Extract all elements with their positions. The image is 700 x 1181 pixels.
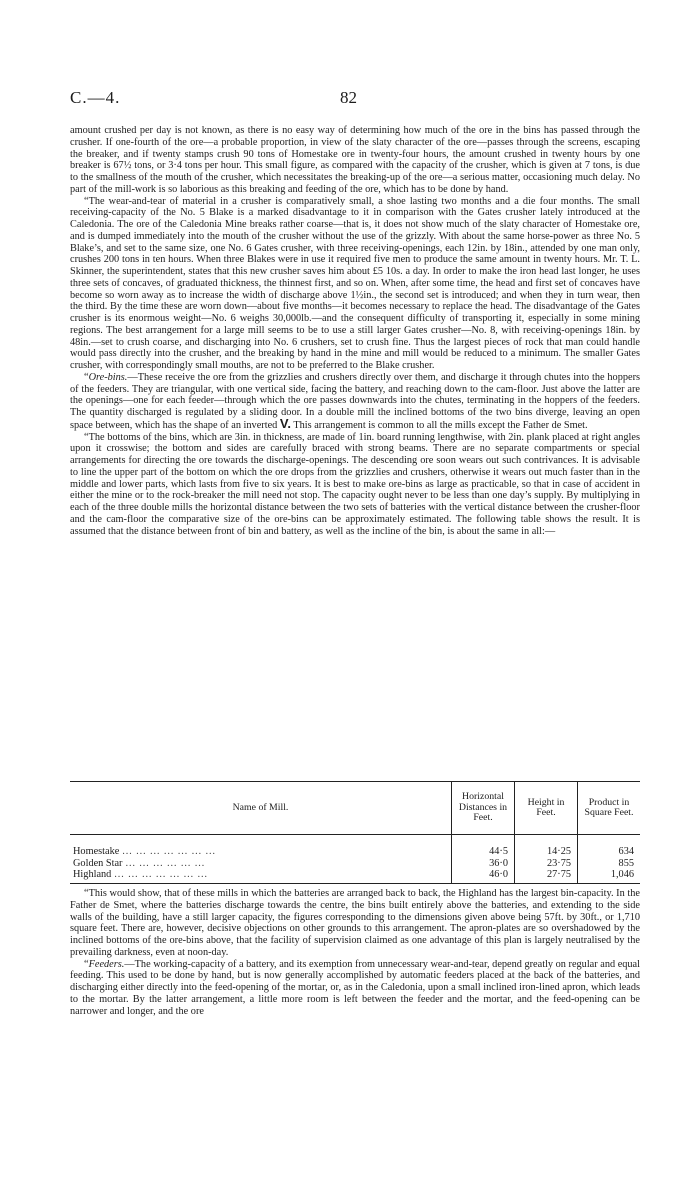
- horizontal-distance-cell: 44·5: [452, 846, 515, 858]
- mill-name: Golden Star: [73, 857, 123, 869]
- feeders-heading: Feeders.: [88, 958, 125, 970]
- height-cell: 14·25: [515, 846, 578, 858]
- table-row: [70, 869, 640, 883]
- product-cell: 634: [578, 846, 641, 858]
- body-text-upper: [70, 125, 640, 537]
- mill-table-container: [70, 781, 640, 884]
- table-spacer-row: [70, 835, 640, 847]
- leader-dots: … … … … … …: [125, 857, 206, 869]
- ore-bins-text: —These receive the ore from the grizzlies and crushers directly over them, and discharge it through chutes into the hoppers of the feeders. They are triangular, with one vertical side, facing the battery, and reaching down to the cam-floor. Just above the latter are the openings—one for each feeder—through which the ore passes downwards into the chutes, terminating in the hoppers of the feeders. The quantity discharged is regulated by a sliding door. In a double mill the inclined bottoms of the two bins diverge, leaving an open space between, which has the shape of an inverted: [70, 371, 640, 431]
- height-cell: 23·75: [515, 858, 578, 870]
- paragraph-ore-bins: “Ore-bins.—These receive the ore from the grizzlies and crushers directly over them, and discharge it through chutes into the hoppers of the feeders. They are triangular, with one vertical side, facing the battery, and reaching down to the cam-floor. Just above the latter are the openings—one for each feeder—through which the ore passes downwards into the chutes, terminating in the hoppers of the feeders. The quantity discharged is regulated by a sliding door. In a double mill the inclined bottoms of the two bins diverge, leaving an open space between, which has the shape of an inverted V. This arrangement is common to all the mills except the Father de Smet.: [70, 371, 640, 431]
- product-cell: 1,046: [578, 869, 641, 883]
- horizontal-distance-cell: 36·0: [452, 858, 515, 870]
- table-row: [70, 846, 640, 858]
- paragraph-feeders: “Feeders.—The working-capacity of a battery, and its exemption from unnecessary wear-and-tear, depend greatly on regular and equal feeding. This used to be done by hand, but is now generally accomplished by automatic feeders placed at the back of the batteries, and discharging either directly into the feed-opening of the mortar, or, as in the Caledonia, upon a small inclined iron-lined apron, which leads to the mortar. By the latter arrangement, a little more room is left between the feeder and the mortar, and the feed-opening can be narrower and longer, and the ore: [70, 958, 640, 1017]
- header-height: Height in Feet.: [515, 782, 578, 835]
- header-horizontal-distances: Horizontal Distances in Feet.: [452, 782, 515, 835]
- inverted-v-mark: V.: [279, 415, 291, 431]
- paragraph-crusher-capacity: amount crushed per day is not known, as there is no easy way of determining how much of the ore in the bins has passed through the crusher. If one-fourth of the ore—a probable proportion, in view of the slaty character of the ore—passes through the screens, escaping the breaker, and if twenty stamps crush 90 tons of Homestake ore in twenty-four hours, the amount crushed in twenty hours by one breaker is 67½ tons, or 3·4 tons per hour. This small figure, as compared with the capacity of the crusher, which is given at 7 tons, is due to the smallness of the mouth of the crusher, which necessitates the breaking-up of the ore—a serious matter, occasioning much delay. No part of the mill-work is so laborious as this breaking and feeding of the ore, which has to be done by hand.: [70, 125, 640, 195]
- height-cell: 27·75: [515, 869, 578, 883]
- leader-dots: … … … … … … …: [113, 869, 208, 880]
- mill-name: Homestake: [73, 846, 120, 857]
- mill-name: Highland: [73, 869, 112, 880]
- feeders-text: —The working-capacity of a battery, and its exemption from unnecessary wear-and-tear, depend greatly on regular and equal feeding. This used to be done by hand, but is now generally accomplished by automatic feeders placed at the back of the batteries, and discharging either directly into the feed-opening of the mortar, or, as in the Caledonia, upon a small inclined iron-lined apron, which leads to the mortar. By the latter arrangement, a little more room is left between the feeder and the mortar, and the feed-opening can be narrower and longer, and the ore: [70, 958, 640, 1017]
- ore-bins-text-end: This arrangement is common to all the mills except the Father de Smet.: [290, 419, 588, 431]
- header-name-of-mill: Name of Mill.: [70, 782, 452, 835]
- table-row: [70, 858, 640, 870]
- leader-dots: … … … … … … …: [121, 846, 216, 857]
- body-text-lower: [70, 888, 640, 1017]
- page-header: [70, 88, 640, 110]
- page-number: 82: [340, 88, 357, 107]
- horizontal-distance-cell: 46·0: [452, 869, 515, 883]
- ore-bins-heading: Ore-bins.: [88, 371, 128, 383]
- product-cell: 855: [578, 858, 641, 870]
- paragraph-bin-bottoms: “The bottoms of the bins, which are 3in. in thickness, are made of 1in. board running lengthwise, with 2in. plank placed at right angles upon it crosswise; the bottom and sides are carefully braced with strong beams. There are no separate compartments or special arrangements for directing the ore towards the discharge-openings. The descending ore soon wears out such contrivances. It is advisable to line the upper part of the bottom on which the ore drops from the grizzlies and crushers, otherwise it wears out much faster than in the middle and lower parts, which lasts from five to six years. It is best to make ore-bins as large as practicable, so that in case of accident in either the mine or to the rock-breaker the mill need not stop. The capacity ought never to be less than one day’s supply. By multiplying in each of the three double mills the horizontal distance between the two sets of batteries with the vertical distance between the crusher-floor and the cam-floor the comparative size of the ore-bins can be approximately estimated. The following table shows the result. It is assumed that the distance between front of bin and battery, as well as the incline of the bin, is about the same in all:—: [70, 431, 640, 537]
- mill-capacity-table: [70, 781, 640, 884]
- paragraph-crusher-wear: “The wear-and-tear of material in a crusher is comparatively small, a shoe lasting two months and a die four months. The small receiving-capacity of the No. 5 Blake is a marked disadvantage to it in comparison with the Gates crusher lately introduced at the Caledonia. The ore of the Caledonia Mine breaks rather coarse—that is, it does not show much of the slaty character of Homestake ore, and is dumped immediately into the mouth of the crusher without the use of the grizzly. With about the same horse-power as three No. 5 Blake’s, and set to the same size, one No. 6 Gates crusher, with three receiving-openings, each 12in. by 18in., attended by one man only, crushes 200 tons in ten hours. When three Blakes were in use it required five men to produce the same amount in twenty hours. Mr. T. L. Skinner, the superintendent, states that this new crusher saves him about £5 10s. a day. In order to make the iron head last longer, he uses three sets of concaves, of graduated thickness, the thinnest first, and so on. When, after some time, the head and first set of concaves have become so worn away as to increase the width of discharge above 1½in., the second set is introduced; and when they in turn wear, then the third. By the time these are worn down—about five months—it becomes necessary to replace the head. The disadvantage of the Gates crusher is its enormous weight—No. 6 weighs 30,000lb.—and the consequent difficulty of transporting it, especially in some mining regions. The best arrangement for a large mill seems to be to use a still larger Gates crusher—No. 8, with receiving-openings 18in. by 48in.—set to crush coarse, and discharging into No. 6 crushers, set to crush fine. Thus the largest pieces of rock that man could handle would pass directly into the crusher, and the breaking by hand in the mine and mill would be reduced to a minimum. The smaller Gates crusher, with correspondingly small mouths, are not to be preferred to the Blake crusher.: [70, 195, 640, 371]
- header-product: Product in Square Feet.: [578, 782, 641, 835]
- paragraph-bin-capacity: “This would show, that of these mills in which the batteries are arranged back to back, the Highland has the largest bin-capacity. In the Father de Smet, where the batteries discharge towards the centre, the bins built entirely above the batteries, and extending to the side walls of the building, have a still larger capacity, the figures corresponding to the dimensions given above being 57ft. by 30ft., or 1,710 square feet. There are, however, decisive objections on other grounds to this arrangement. The apron-plates are so overshadowed by the inclined bottoms of the ore-bins above, that the facility of supervision claimed as one advantage of this plan is largely neutralised by the prevailing darkness, even at noon-day.: [70, 888, 640, 958]
- document-reference: C.—4.: [70, 88, 121, 107]
- table-header-row: [70, 782, 640, 835]
